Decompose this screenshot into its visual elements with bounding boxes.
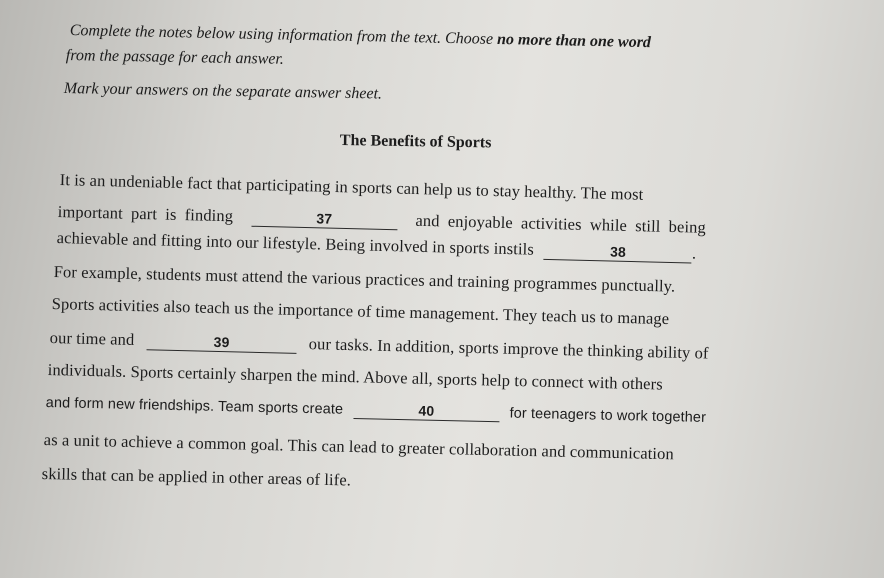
instruction-emphasis: no more than one word bbox=[496, 30, 652, 52]
instruction-line-3 bbox=[64, 80, 382, 104]
passage-line-9: as a unit to achieve a common goal. This can lead to greater collaboration and communication bbox=[43, 430, 675, 464]
answer-blank-37[interactable]: 37 bbox=[251, 210, 397, 231]
answer-blank-39[interactable]: 39 bbox=[146, 333, 296, 354]
passage-line-5: Sports activities also teach us the importance of time management. They teach us to manage bbox=[51, 294, 670, 329]
instruction-text: from the passage for each answer. bbox=[65, 47, 285, 68]
answer-blank-40[interactable]: 40 bbox=[353, 402, 499, 422]
passage-line-6: our time and 39 our tasks. In addition, sports improve the thinking ability of bbox=[49, 328, 709, 363]
answer-blank-38[interactable]: 38 bbox=[544, 243, 692, 264]
passage-line-4: For example, students must attend the various practices and training programmes punctually. bbox=[53, 262, 676, 296]
passage-line-2: important part is finding 37 and enjoyable activities while still being bbox=[57, 202, 707, 237]
passage-line-7: individuals. Sports certainly sharpen the mind. Above all, sports help to connect with others bbox=[47, 360, 663, 394]
instruction-line-2 bbox=[66, 47, 284, 69]
passage-line-1: It is an undeniable fact that participating in sports can help us to stay healthy. The most bbox=[59, 170, 644, 204]
passage-title: The Benefits of Sports bbox=[339, 132, 492, 152]
instruction-text: Complete the notes below using information from the text. Choose bbox=[69, 22, 498, 48]
passage-line-10: skills that can be applied in other areas of life. bbox=[41, 464, 352, 490]
passage-line-8: and form new friendships. Team sports create 40 for teenagers to work together bbox=[45, 394, 707, 426]
passage-line-3: achievable and fitting into our lifestyle. Being involved in sports instils 38 . bbox=[56, 228, 697, 263]
instruction-text: Mark your answers on the separate answer sheet. bbox=[63, 80, 383, 103]
